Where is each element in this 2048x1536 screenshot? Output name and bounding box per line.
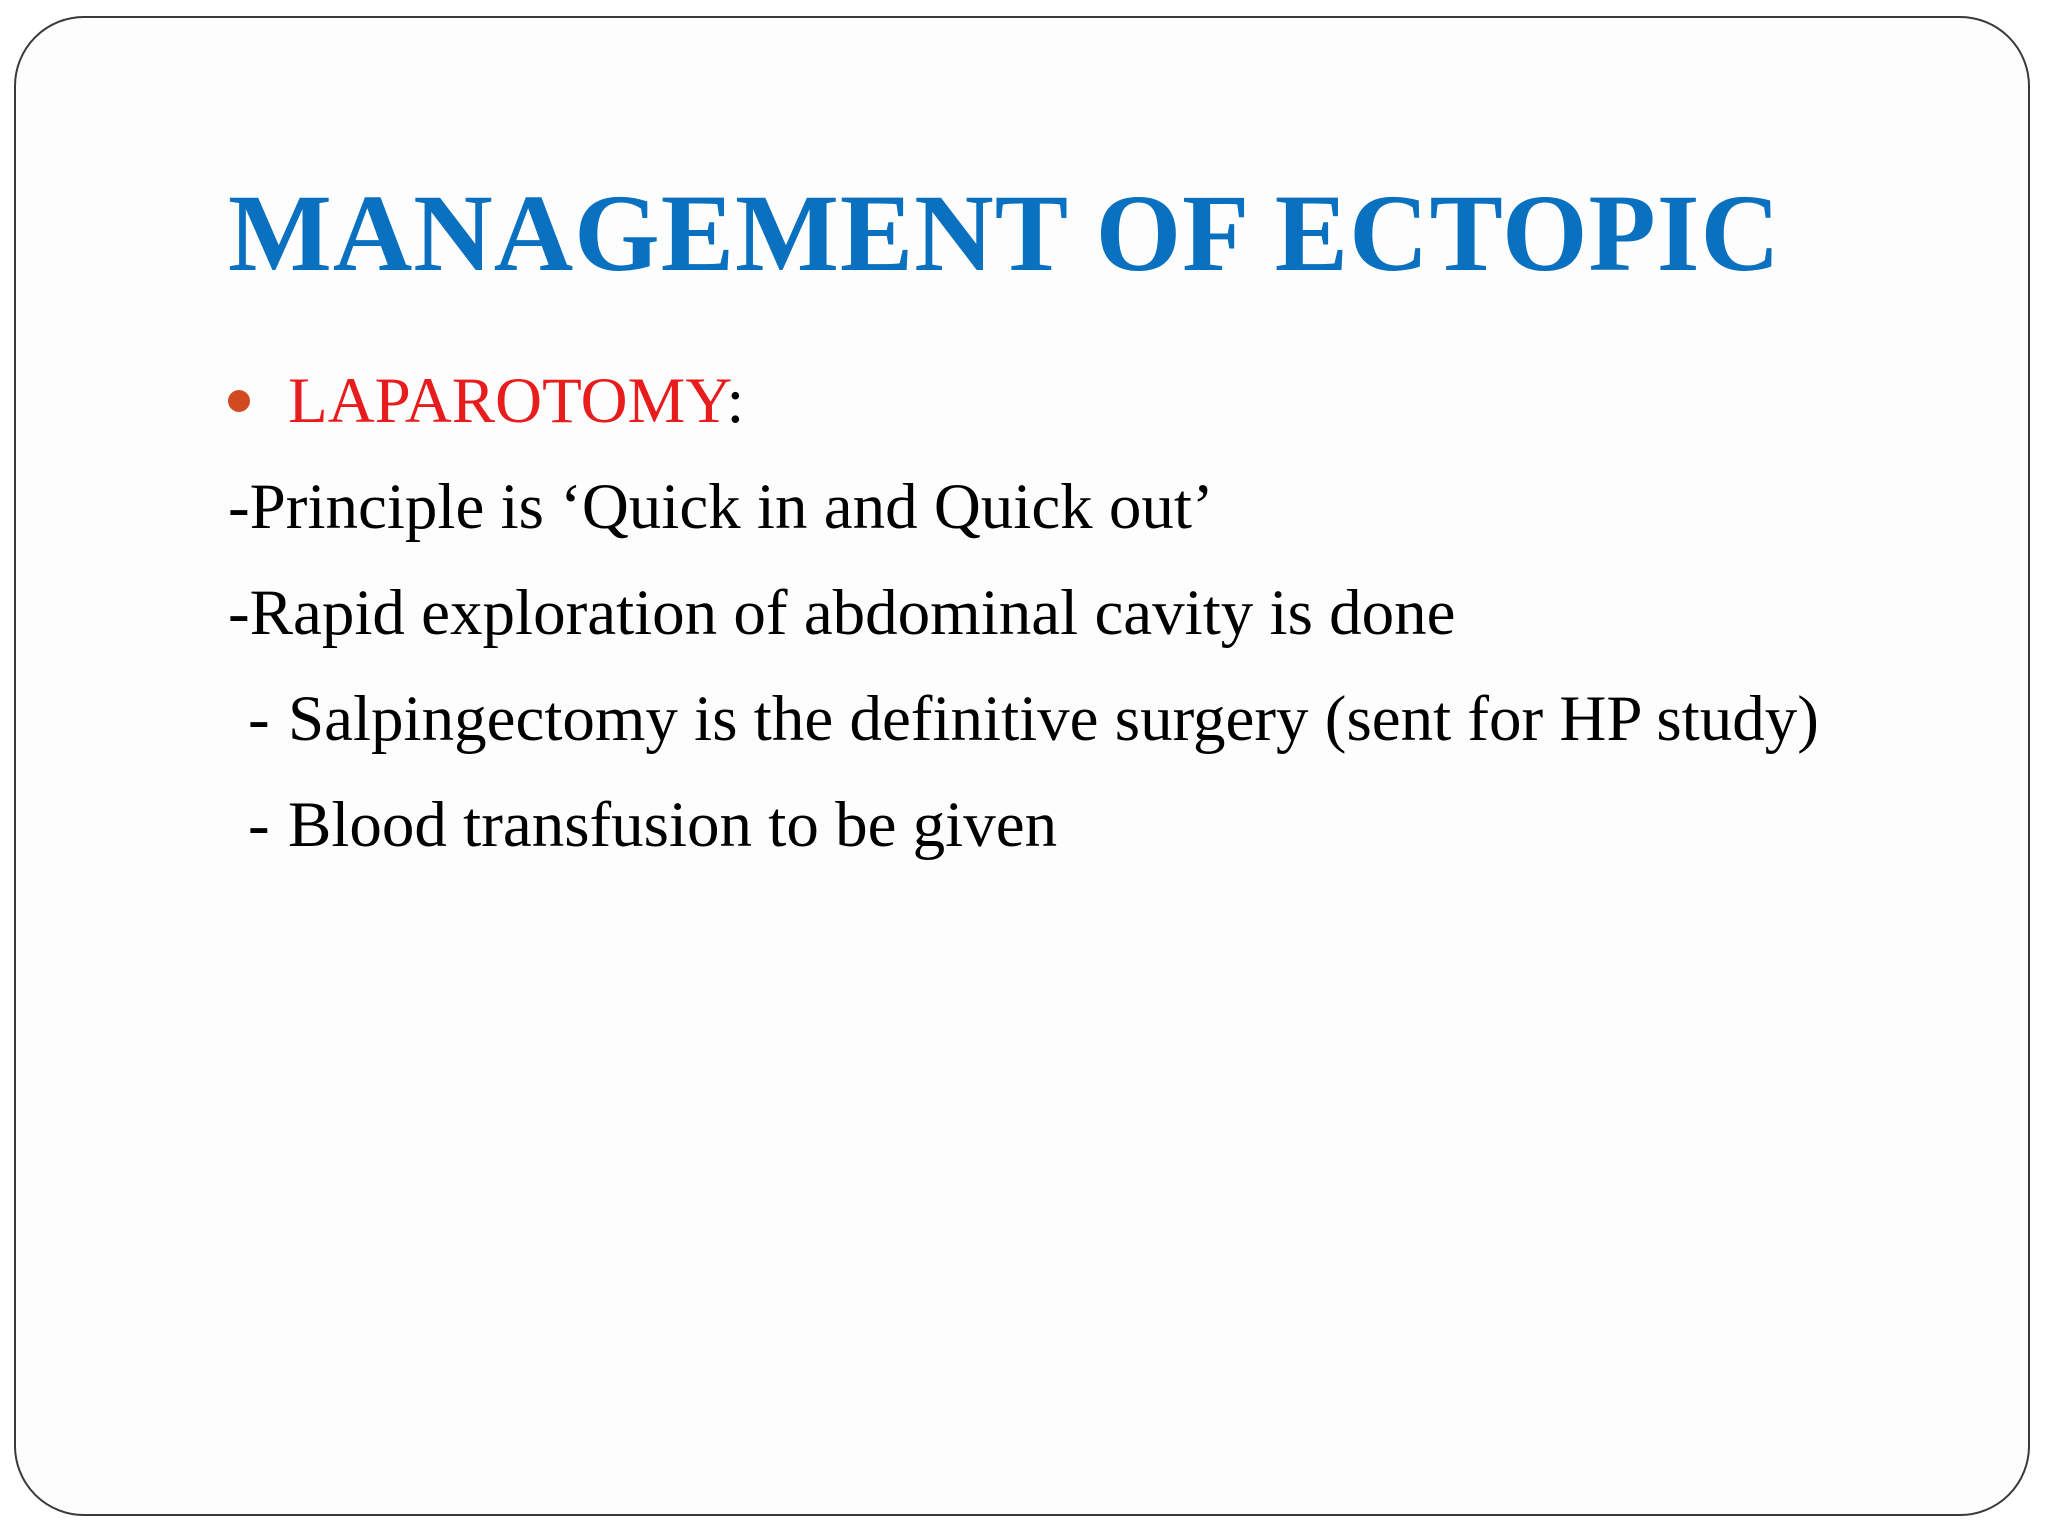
dash-item-blood-transfusion	[228, 782, 1908, 868]
dash-item-salpingectomy	[228, 676, 1908, 762]
dash-marker: -	[248, 789, 270, 861]
body-line-exploration: -Rapid exploration of abdominal cavity is done	[228, 577, 1456, 649]
bullet-suffix: :	[726, 365, 745, 437]
bullet-dot-icon	[228, 390, 250, 412]
slide-content	[228, 358, 1908, 868]
dash-marker: -	[248, 683, 270, 755]
slide-title: MANAGEMENT OF ECTOPIC	[228, 172, 1781, 294]
bullet-item-laparotomy	[228, 358, 1908, 444]
dash-item-text: Blood transfusion to be given	[288, 789, 1058, 861]
body-line-principle: -Principle is ‘Quick in and Quick out’	[228, 471, 1214, 543]
bullet-label: LAPAROTOMY	[288, 365, 727, 437]
dash-item-text: Salpingectomy is the definitive surgery (sent for HP study)	[288, 683, 1819, 755]
slide	[14, 16, 2030, 1516]
